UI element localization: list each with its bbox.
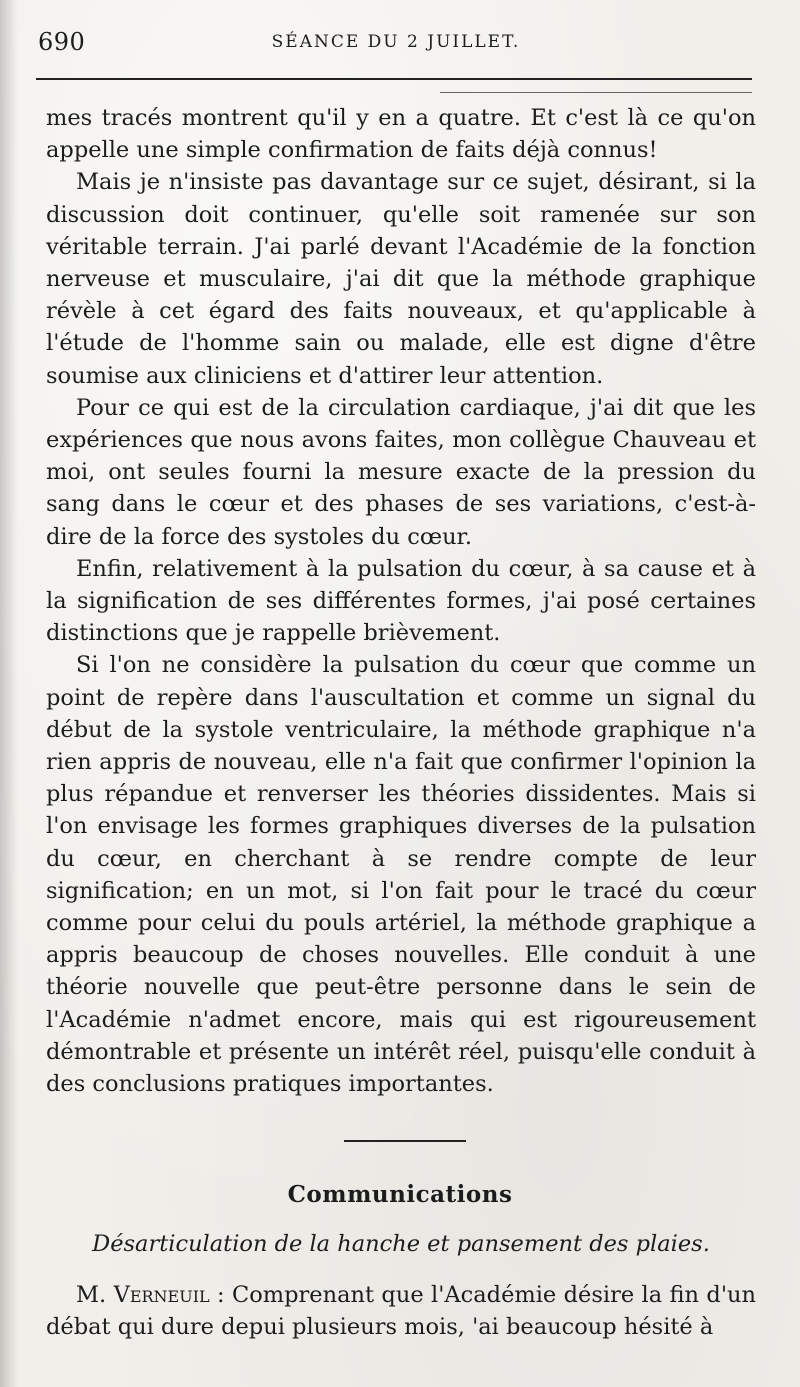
body-text — [46, 102, 756, 1100]
subsection-heading: Désarticulation de la hanche et pansement des plaies. — [92, 1231, 710, 1257]
running-head — [36, 28, 756, 60]
paragraph-3: Pour ce qui est de la circulation cardiaque, j'ai dit que les expériences que nous avons faites, mon collègue Chauveau et moi, ont seules fourni la mesure exacte de la pression du sang dans le cœur et des phases de ses variations, c'est-à-dire de la force des systoles du cœur. — [46, 394, 756, 550]
header-rule — [36, 78, 752, 80]
section-heading: Communications — [287, 1181, 513, 1208]
running-title: SÉANCE DU 2 JUILLET. — [271, 32, 521, 52]
paragraph-2: Mais je n'insiste pas davantage sur ce sujet, désirant, si la discussion doit continuer, qu'elle soit ramenée sur son véritable terrain. J'ai parlé devant l'Académie de la fonction nerveuse et musculaire, j'ai dit que la méthode graphique révèle à cet égard des faits nouveaux, et qu'applicable à l'étude de l'homme sain ou malade, elle est digne d'être soumise aux cliniciens et d'attirer leur attention. — [46, 169, 756, 389]
paragraph-5: Si l'on ne considère la pulsation du cœur que comme un point de repère dans l'auscultation et comme un signal du début de la systole ventriculaire, la méthode graphique n'a rien appris de nouveau, elle n'a fait que confirmer l'opinion la plus répandue et renverser les théories dissidentes. Mais si l'on envisage les formes graphiques diverses de la pulsation du cœur, en cherchant à se rendre compte de leur signification; en un mot, si l'on fait pour le tracé du cœur comme pour celui du pouls artériel, la méthode graphique a appris beaucoup de choses nouvelles. Elle conduit à une théorie nouvelle que peut-être personne dans le sein de l'Académie n'admet encore, mais qui est rigoureusement démontrable et présente un intérêt réel, puisqu'elle conduit à des conclusions pratiques importantes. — [46, 652, 756, 1098]
paragraph-1: mes tracés montrent qu'il y en a quatre. Et c'est là ce qu'on appelle une simple confirmation de faits déjà connus! — [46, 105, 756, 164]
section-divider — [344, 1140, 466, 1142]
closing-text — [46, 1279, 756, 1343]
page-number: 690 — [38, 28, 86, 56]
speaker-name: M. Verneuil — [76, 1282, 210, 1308]
binding-shadow — [0, 0, 18, 1387]
closing-paragraph-text: : Comprenant que l'Académie désire la fin d'un débat qui dure depui plusieurs mois, 'ai beaucoup hésité à — [46, 1282, 756, 1341]
paragraph-4: Enfin, relativement à la pulsation du cœur, à sa cause et à la signification de ses différentes formes, j'ai posé certaines distinctions que je rappelle brièvement. — [46, 555, 756, 647]
closing-paragraph — [46, 1279, 756, 1343]
header-rule-secondary — [440, 92, 752, 93]
